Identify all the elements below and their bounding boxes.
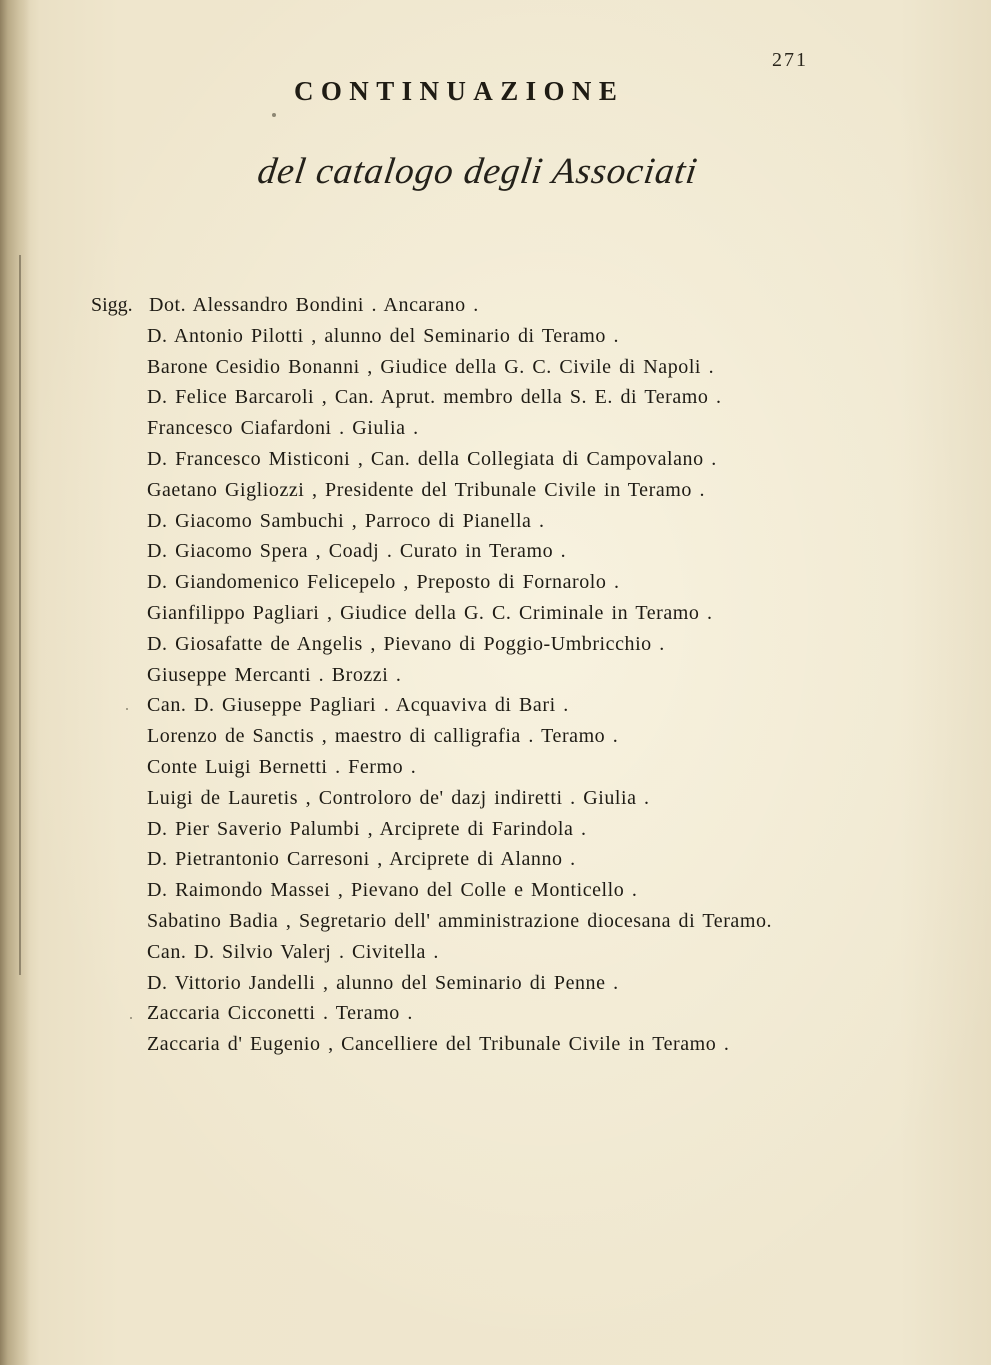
list-item [0, 506, 991, 537]
entry-text: Dot. Alessandro Bondini . Ancarano . [149, 294, 479, 316]
list-item [0, 906, 991, 937]
list-item [0, 598, 991, 629]
list-item [0, 752, 991, 783]
entry-text: Can. D. Silvio Valerj . Civitella . [147, 940, 439, 963]
list-item [0, 844, 991, 875]
ink-speck [126, 708, 128, 710]
entry-text: D. Giacomo Spera , Coadj . Curato in Teramo . [147, 540, 567, 563]
entry-text: Zaccaria Cicconetti . Teramo . [147, 1002, 413, 1025]
entry-text: D. Pietrantonio Carresoni , Arciprete di Alanno . [147, 848, 576, 871]
list-item [0, 875, 991, 906]
ink-speck [272, 113, 276, 117]
entry-text: Luigi de Lauretis , Controloro de' dazj indiretti . Giulia . [147, 786, 650, 809]
list-item [0, 382, 991, 413]
entry-text: D. Giandomenico Felicepelo , Preposto di Fornarolo . [147, 571, 620, 594]
associates-list [0, 290, 991, 1060]
entry-text: D. Giosafatte de Angelis , Pievano di Poggio-Umbricchio . [147, 632, 665, 655]
page-subheading: del catalogo degli Associati [255, 151, 701, 192]
list-item [0, 690, 991, 721]
ink-speck [130, 1017, 132, 1019]
entry-text: Giuseppe Mercanti . Brozzi . [147, 663, 402, 686]
list-item [0, 968, 991, 999]
list-item [0, 290, 991, 321]
entry-text: Barone Cesidio Bonanni , Giudice della G. C. Civile di Napoli . [147, 355, 715, 378]
entry-text: Conte Luigi Bernetti . Fermo . [147, 755, 417, 778]
list-item [0, 998, 991, 1029]
entry-text: Gianfilippo Pagliari , Giudice della G. C. Criminale in Teramo . [147, 601, 713, 624]
entry-text: D. Antonio Pilotti , alunno del Seminario di Teramo . [147, 324, 620, 347]
entry-text: D. Raimondo Massei , Pievano del Colle e Monticello . [147, 879, 638, 902]
entry-text: Sabatino Badia , Segretario dell' amministrazione diocesana di Teramo. [147, 909, 773, 932]
list-item [0, 444, 991, 475]
list-item [0, 937, 991, 968]
salutation-lead: Sigg. [91, 294, 133, 316]
list-item [0, 629, 991, 660]
entry-text: D. Felice Barcaroli , Can. Aprut. membro della S. E. di Teramo . [147, 386, 722, 409]
list-item [0, 660, 991, 691]
entry-text: Francesco Ciafardoni . Giulia . [147, 417, 419, 440]
entry-text: D. Francesco Misticoni , Can. della Collegiata di Campovalano . [147, 447, 717, 470]
entry-text: Can. D. Giuseppe Pagliari . Acquaviva di Bari . [147, 694, 569, 717]
list-item [0, 475, 991, 506]
list-item [0, 567, 991, 598]
list-item [0, 814, 991, 845]
entry-text: Gaetano Gigliozzi , Presidente del Tribunale Civile in Teramo . [147, 478, 706, 501]
entry-text: D. Vittorio Jandelli , alunno del Seminario di Penne . [147, 971, 619, 994]
list-item [0, 721, 991, 752]
entry-text: Lorenzo de Sanctis , maestro di calligrafia . Teramo . [147, 725, 619, 748]
page-heading: CONTINUAZIONE [294, 76, 625, 106]
list-item [0, 536, 991, 567]
entry-text: D. Pier Saverio Palumbi , Arciprete di Farindola . [147, 817, 587, 840]
entry-text: D. Giacomo Sambuchi , Parroco di Pianella . [147, 509, 545, 532]
list-item [0, 413, 991, 444]
list-item [0, 352, 991, 383]
entry-text: Zaccaria d' Eugenio , Cancelliere del Tribunale Civile in Teramo . [147, 1033, 730, 1056]
page-number: 271 [772, 49, 808, 71]
list-item [0, 783, 991, 814]
list-item [0, 1029, 991, 1060]
list-item [0, 321, 991, 352]
